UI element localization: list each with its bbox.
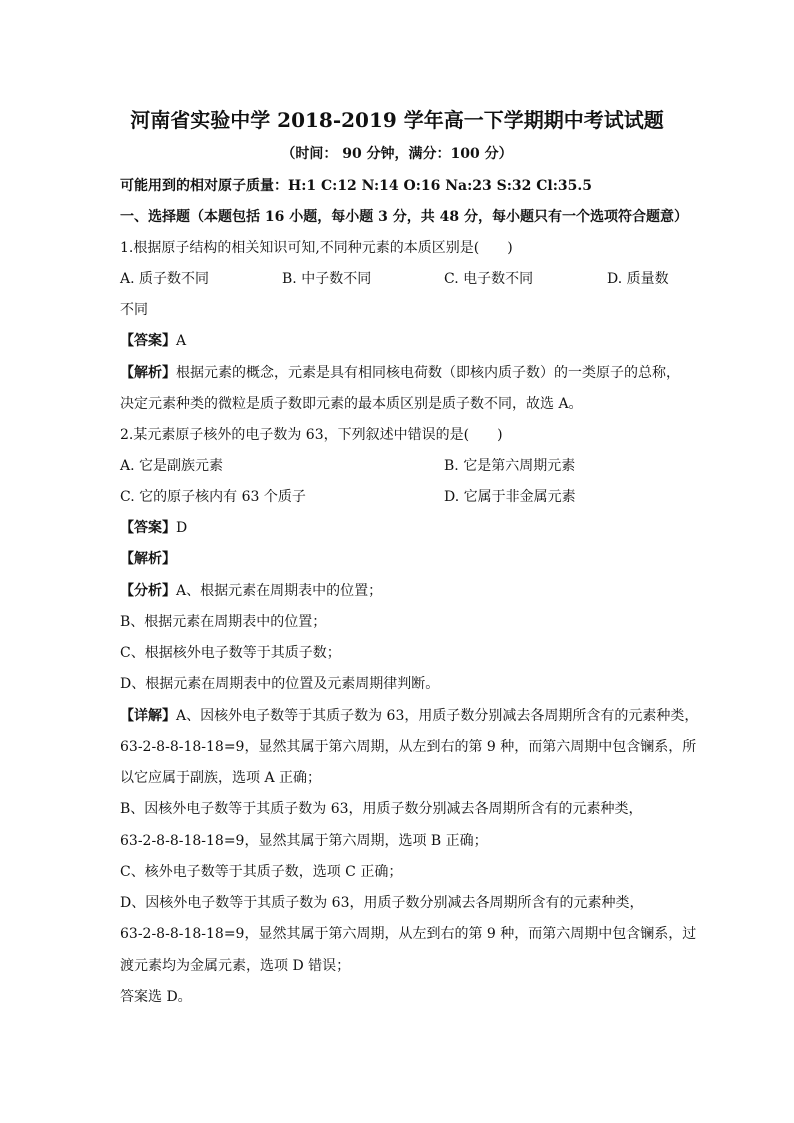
q2-fenxi-b: B、根据元素在周期表中的位置； [120,614,327,630]
q1-answer-value: A [176,333,187,349]
q2-detail-c1: C、核外电子数等于其质子数，选项 C 正确； [120,864,403,880]
q2-detail-d2: 63-2-8-8-18-18=9，显然其属于第六周期，从左到右的第 9 种，而第六周期中包含镧系，过 [120,926,697,942]
q2-fenxi-c: C、根据核外电子数等于其质子数； [120,645,341,661]
q2-detail-a1 [120,706,699,726]
analysis-tag: 【解析】 [120,365,176,381]
analysis-tag: 【解析】 [120,551,176,567]
q2-answer-value: D [176,520,188,536]
q2-option-c: C. 它的原子核内有 63 个质子 [120,489,306,505]
exam-time-score: （时间： 90 分钟，满分：100 分） [281,146,513,162]
q2-detail-d3: 渡元素均为金属元素，选项 D 错误； [120,958,351,974]
atomic-masses: 可能用到的相对原子质量：H:1 C:12 N:14 O:16 Na:23 S:32 Cl:35.5 [120,178,592,194]
q1-option-d-continued: 不同 [120,302,148,318]
q1-stem: 1.根据原子结构的相关知识可知,不同种元素的本质区别是( ) [120,240,513,256]
q2-option-d: D. 它属于非金属元素 [444,489,576,505]
q2-conclusion: 答案选 D。 [120,989,192,1005]
q2-option-a: A. 它是副族元素 [120,458,224,474]
q1-analysis-line1: 根据元素的概念，元素是具有相同核电荷数（即核内质子数）的一类原子的总称， [176,365,680,381]
page-title: 河南省实验中学 2018-2019 学年高一下学期期中考试试题 [130,108,664,132]
fenxi-tag: 【分析】 [120,583,176,599]
q1-option-d: D. 质量数 [607,271,669,287]
q1-answer [120,331,680,351]
q2-option-b: B. 它是第六周期元素 [444,458,576,474]
q2-detail-a2: 63-2-8-8-18-18=9，显然其属于第六周期，从左到右的第 9 种，而第六周期中包含镧系，所 [120,739,697,755]
q2-detail-a1-text: A、因核外电子数等于其质子数为 63，用质子数分别减去各周期所含有的元素种类， [176,708,699,724]
q2-analysis-tag [120,549,680,569]
q2-answer [120,518,680,538]
q1-option-b: B. 中子数不同 [282,271,372,287]
q1-analysis [120,363,680,383]
q2-fenxi-d: D、根据元素在周期表中的位置及元素周期律判断。 [120,676,440,692]
q2-fenxi-a [120,581,680,601]
answer-tag: 【答案】 [120,333,176,349]
q2-detail-a3: 以它应属于副族，选项 A 正确； [120,770,322,786]
q1-option-c: C. 电子数不同 [444,271,534,287]
q2-detail-d1: D、因核外电子数等于其质子数为 63，用质子数分别减去各周期所含有的元素种类， [120,895,644,911]
q2-detail-b2: 63-2-8-8-18-18=9，显然其属于第六周期，选项 B 正确； [120,833,488,849]
section-heading: 一、选择题（本题包括 16 小题，每小题 3 分，共 48 分，每小题只有一个选项符合题意） [120,209,688,225]
answer-tag: 【答案】 [120,520,176,536]
q2-stem: 2.某元素原子核外的电子数为 63，下列叙述中错误的是( ) [120,427,503,443]
q1-option-a: A. 质子数不同 [120,271,210,287]
q1-analysis-line2: 决定元素种类的微粒是质子数即元素的最本质区别是质子数不同，故选 A。 [120,396,583,412]
q2-detail-b1: B、因核外电子数等于其质子数为 63，用质子数分别减去各周期所含有的元素种类， [120,801,643,817]
detail-tag: 【详解】 [120,708,176,724]
q2-fenxi-a-text: A、根据元素在周期表中的位置； [176,583,383,599]
